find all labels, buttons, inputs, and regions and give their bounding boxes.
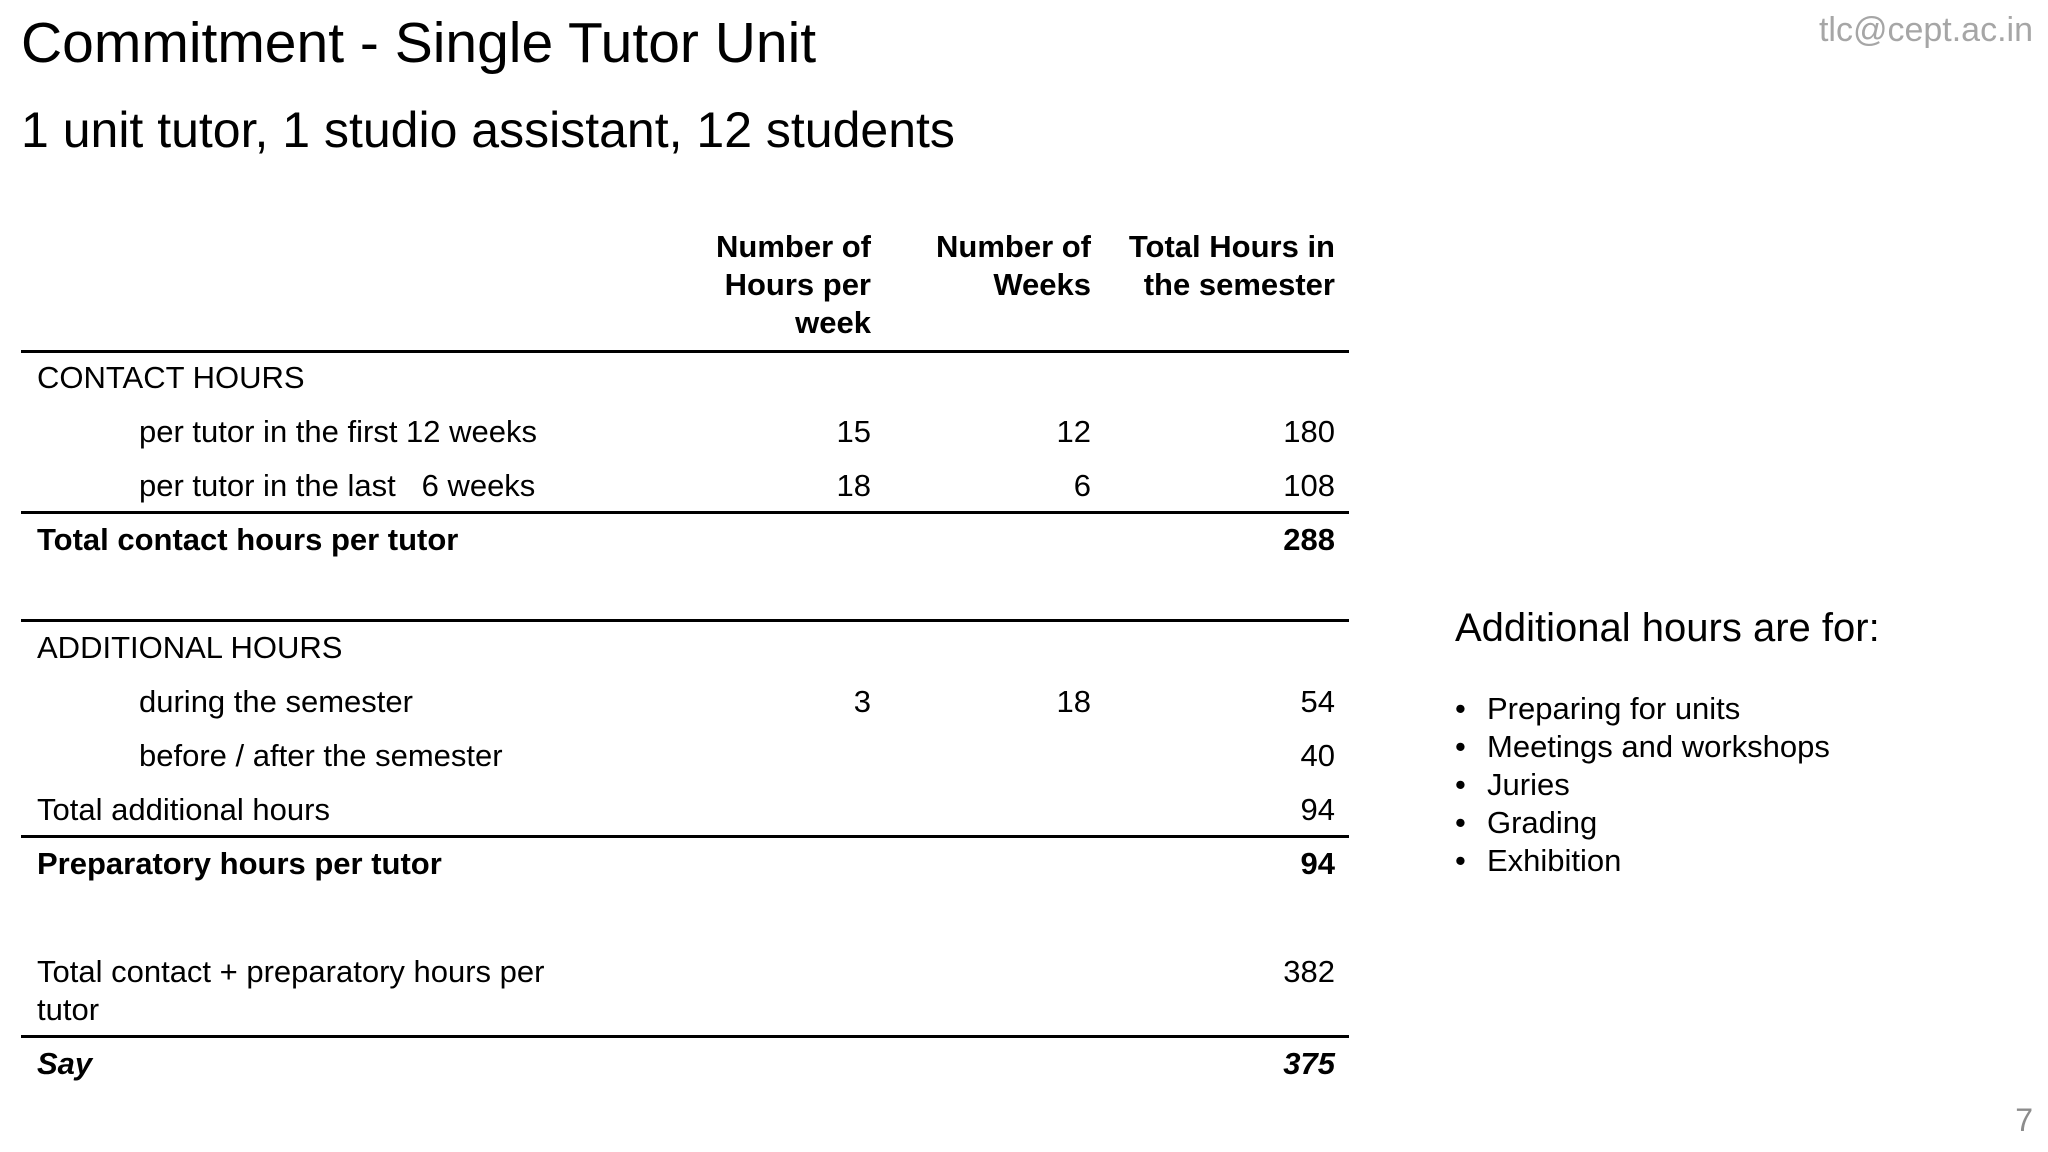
list-item: • Juries bbox=[1455, 767, 1570, 802]
row-hours-per-week: 18 bbox=[836, 468, 871, 503]
row-total: 54 bbox=[1300, 684, 1335, 719]
grand-total-value: 382 bbox=[1283, 954, 1335, 989]
row-weeks: 12 bbox=[1056, 414, 1091, 449]
header-weeks: Number of Weeks bbox=[936, 229, 1091, 302]
section-label-additional: ADDITIONAL HOURS bbox=[37, 630, 343, 665]
section-divider bbox=[21, 619, 1349, 622]
total-additional-value: 94 bbox=[1300, 792, 1335, 827]
say-value: 375 bbox=[1283, 1046, 1335, 1081]
total-contact-value: 288 bbox=[1283, 522, 1335, 557]
total-additional-label: Total additional hours bbox=[37, 792, 330, 827]
preparatory-label: Preparatory hours per tutor bbox=[37, 846, 442, 881]
list-item: • Exhibition bbox=[1455, 843, 1622, 878]
header-hours-per-week: Number of Hours per week bbox=[716, 229, 871, 340]
row-label: per tutor in the first 12 weeks bbox=[139, 414, 538, 449]
contact-email: tlc@cept.ac.in bbox=[1818, 11, 2033, 49]
row-divider bbox=[21, 835, 1349, 838]
row-hours-per-week: 15 bbox=[836, 414, 871, 449]
slide-title: Commitment - Single Tutor Unit bbox=[21, 11, 817, 75]
row-label: during the semester bbox=[139, 684, 413, 719]
row-weeks: 6 bbox=[1073, 468, 1091, 503]
row-divider bbox=[21, 511, 1349, 514]
hours-table bbox=[21, 0, 1349, 1152]
list-item: • Meetings and workshops bbox=[1455, 729, 1830, 764]
row-total: 180 bbox=[1283, 414, 1335, 449]
row-total: 40 bbox=[1300, 738, 1335, 773]
bullet-icon: • bbox=[1455, 767, 1466, 802]
row-label: per tutor in the last 6 weeks bbox=[139, 468, 536, 503]
section-label-contact: CONTACT HOURS bbox=[37, 360, 305, 395]
list-item: • Preparing for units bbox=[1455, 691, 1741, 726]
row-hours-per-week: 3 bbox=[853, 684, 871, 719]
row-label: before / after the semester bbox=[139, 738, 503, 773]
bullet-icon: • bbox=[1455, 805, 1466, 840]
row-divider bbox=[21, 1035, 1349, 1038]
slide-subtitle: 1 unit tutor, 1 studio assistant, 12 students bbox=[21, 102, 955, 158]
row-total: 108 bbox=[1283, 468, 1335, 503]
grand-total-label: Total contact + preparatory hours per tutor bbox=[37, 954, 545, 1027]
header-total: Total Hours in the semester bbox=[1128, 229, 1335, 302]
additional-hours-list bbox=[1455, 690, 1830, 880]
bullet-icon: • bbox=[1455, 729, 1466, 764]
header-divider bbox=[21, 350, 1349, 353]
bullet-icon: • bbox=[1455, 843, 1466, 878]
total-contact-label: Total contact hours per tutor bbox=[37, 522, 459, 557]
row-weeks: 18 bbox=[1056, 684, 1091, 719]
preparatory-value: 94 bbox=[1300, 846, 1335, 881]
list-item: • Grading bbox=[1455, 805, 1598, 840]
bullet-icon: • bbox=[1455, 691, 1466, 726]
say-label: Say bbox=[37, 1046, 93, 1081]
additional-hours-heading: Additional hours are for: bbox=[1455, 606, 1880, 650]
page-number: 7 bbox=[2015, 1102, 2033, 1138]
